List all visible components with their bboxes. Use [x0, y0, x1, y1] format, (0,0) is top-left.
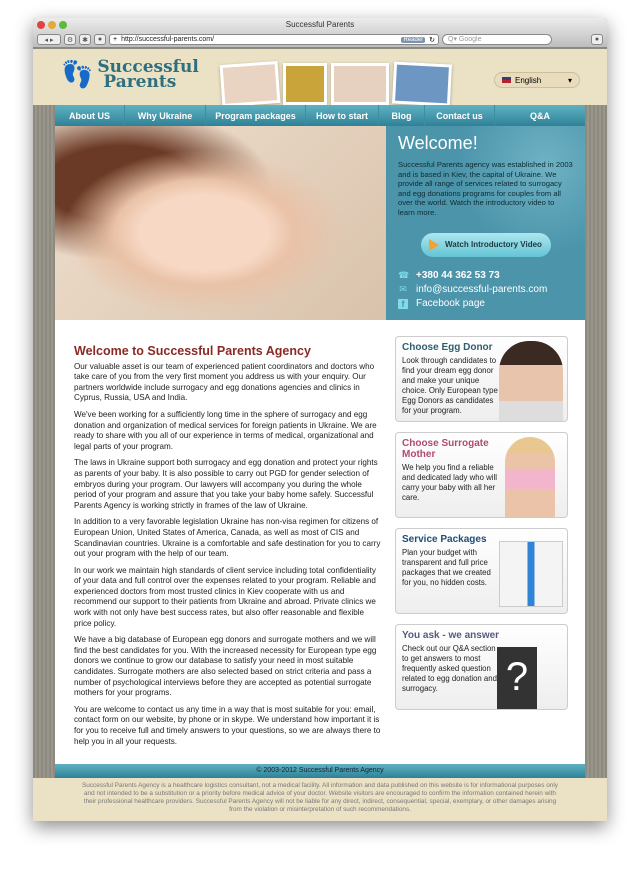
url-text[interactable]: http://successful-parents.com/ [121, 36, 215, 43]
disclaimer: Successful Parents Agency is a healthcare logistics consultant, not a medical facility. All information and data published on this website is for informational purposes only and not intended to be a substitution or a priority before medical advice of your doctor. Website visitors are encouraged to confirm the information contained herein with their professional healthcare providers. Successful Parents Agency will not be liable for any direct, indirect, consequential, special, exemplary, or other damages arising from the violation or misinterpretation of such recommendations. [33, 778, 607, 821]
zoom-button[interactable] [59, 21, 67, 29]
card-qa[interactable] [395, 624, 568, 710]
video-button-label: Watch Introductory Video [445, 240, 542, 250]
nav-why-ukraine[interactable]: Why Ukraine [125, 105, 206, 126]
paragraph: We've been working for a sufficiently long time in the sphere of surrogacy and egg donation and organization of medical services for foreign patients in Ukraine. We are ready to share with you all of our experience in terms of medical, organizational and legal parts of your program. [74, 409, 377, 451]
browser-toolbar [33, 32, 607, 48]
baby-photo [220, 61, 281, 107]
card-service-packages[interactable] [395, 528, 568, 614]
browser-window [33, 18, 607, 821]
logo-line1: Successful [97, 56, 199, 77]
card-text: Check out our Q&A section to get answers to most frequently asked question related to egg donation and surrogacy. [402, 644, 497, 693]
paragraph: In our work we maintain high standards of client service including total confidentiality of your data and full control over the expenses related to your program. Reliable and experienced doctors from most trusted clinics in Kiev cooperate with us and recommend our support to their patients from Ukraine and abroad. Private clinics we work with not only have best success rates, but also offer reasonable and flexible price policy. [74, 565, 376, 628]
surrogate-photo [505, 437, 555, 517]
facebook-icon: f [398, 299, 408, 309]
egg-donor-photo [499, 341, 563, 421]
downloads-icon[interactable]: ● [591, 34, 603, 45]
nav-how-to-start[interactable]: How to start [306, 105, 379, 126]
watch-video-button[interactable] [421, 233, 551, 257]
hero [55, 126, 585, 320]
paragraph: Our valuable asset is our team of experienced patient coordinators and doctors who take care of you from the very first moment you address us with your enquiry. Our partners worldwide include surrogacy and egg donations agencies and clinics in Cyprus, Russia, USA and India. [74, 361, 375, 403]
card-title: Choose Surrogate Mother [402, 438, 489, 460]
language-select[interactable] [494, 72, 580, 88]
paragraph: In addition to a very favorable legislation Ukraine has non-visa regimen for citizens of European Union, United States of America, Canada, as well as most of CIS and Scandinavian countries. Ukraine is a comfortable and safe destination for you to carry out your program with the help of our team. [74, 517, 381, 559]
logo-line2: Parents [103, 71, 177, 92]
card-title: Service Packages [402, 534, 487, 545]
copyright-bar: © 2003-2012 Successful Parents Agency [55, 764, 585, 778]
us-flag-icon [502, 77, 511, 83]
address-bar[interactable] [109, 34, 439, 45]
phone-number: +380 44 362 53 73 [416, 270, 500, 282]
window-title: Successful Parents [285, 20, 355, 29]
child-photo [283, 63, 327, 105]
mail-icon: ✉ [399, 284, 407, 295]
nav-program-packages[interactable]: Program packages [206, 105, 306, 126]
article-title: Welcome to Successful Parents Agency [74, 344, 311, 358]
nav-about-us[interactable]: About US [55, 105, 125, 126]
search-input[interactable]: Q▾ Google [442, 34, 552, 45]
facebook-row[interactable] [398, 297, 573, 311]
gift-box-icon [499, 541, 563, 607]
phone-icon: ☎ [398, 270, 410, 281]
family-sky-photo [392, 62, 452, 107]
header-photos [221, 63, 451, 105]
paragraph: We have a big database of European egg donors and surrogate mothers and we will find the best candidates for you. With the increased necessity for European type egg donors we continue to grow our database to satisfy your need in most suitable candidates. Surrogate mothers are also selected based on strict criteria and pass a number of psychological interviews before they are accepted as potential surrogate mothers for your programs. [74, 635, 377, 698]
web-page [33, 49, 607, 821]
main-content [55, 320, 585, 764]
welcome-panel [386, 126, 585, 320]
facebook-link[interactable]: Facebook page [416, 298, 485, 310]
card-text: Look through candidates to find your dream egg donor and make your unique choice. Only European type Egg Donors as candidates for your program. [402, 356, 498, 415]
nav-blog[interactable]: Blog [379, 105, 425, 126]
site-header [33, 49, 607, 105]
paragraph: The laws in Ukraine support both surrogacy and egg donation and protect your rights as parents of your baby. It is also possible to carry out PGD for gender selection of embryos during your program. Our lawyers will accompany you during the whole period of your program and assure that you take your baby home safely. Successful Parents Agency is working strictly in frames of the law of Ukraine. [74, 458, 378, 510]
play-icon [429, 239, 439, 251]
minimize-button[interactable] [48, 21, 56, 29]
reader-button[interactable]: Reader [403, 36, 424, 43]
welcome-title: Welcome! [398, 133, 478, 153]
card-text: We help you find a reliable and dedicated lady who will carry your baby with all her care. [402, 463, 497, 502]
search-placeholder: Google [458, 36, 482, 43]
question-mark-icon: ? [497, 647, 537, 709]
card-title: Choose Egg Donor [402, 342, 493, 353]
mother-baby-photo [55, 126, 386, 320]
phone-row [398, 269, 573, 283]
reload-icon[interactable]: ↻ [429, 36, 435, 44]
main-nav [55, 105, 585, 126]
stop-icon[interactable]: ● [94, 34, 106, 45]
history-icon[interactable]: ⚙ [64, 34, 76, 45]
extension-icon[interactable]: ✱ [79, 34, 91, 45]
welcome-text: Successful Parents agency was established in 2003 and is based in Kiev, the capital of Ukraine. We provide all range of services related to surrogacy and egg donations programs for couples from all over the world. Watch the introductory video to learn more. [398, 160, 573, 217]
card-egg-donor[interactable] [395, 336, 568, 422]
site-logo[interactable] [61, 56, 199, 92]
email-link[interactable]: info@successful-parents.com [416, 284, 548, 296]
back-forward-buttons[interactable]: ◂ ▸ [37, 34, 61, 45]
add-icon[interactable]: + [113, 36, 118, 43]
paragraph: You are welcome to contact us any time in a way that is most suitable for you: email, contact form on our website, by phone or in skype. We understand how important it is for you to receive full and timely answers to your questions, so we are always there to help you in all your requests. [74, 704, 381, 746]
family-photo [331, 63, 389, 105]
title-bar [33, 18, 607, 32]
nav-qa[interactable]: Q&A [530, 110, 550, 121]
close-button[interactable] [37, 21, 45, 29]
card-title: You ask - we answer [402, 630, 500, 641]
article [74, 346, 382, 753]
card-text: Plan your budget with transparent and full price packages that we created for you, no hidden costs. [402, 548, 491, 587]
card-surrogate-mother[interactable] [395, 432, 568, 518]
email-row[interactable] [398, 283, 573, 297]
language-value: English [515, 75, 542, 85]
footprints-icon: 👣 [61, 59, 94, 89]
nav-contact-us[interactable]: Contact us [425, 105, 495, 126]
chevron-down-icon: ▾ [567, 75, 572, 85]
